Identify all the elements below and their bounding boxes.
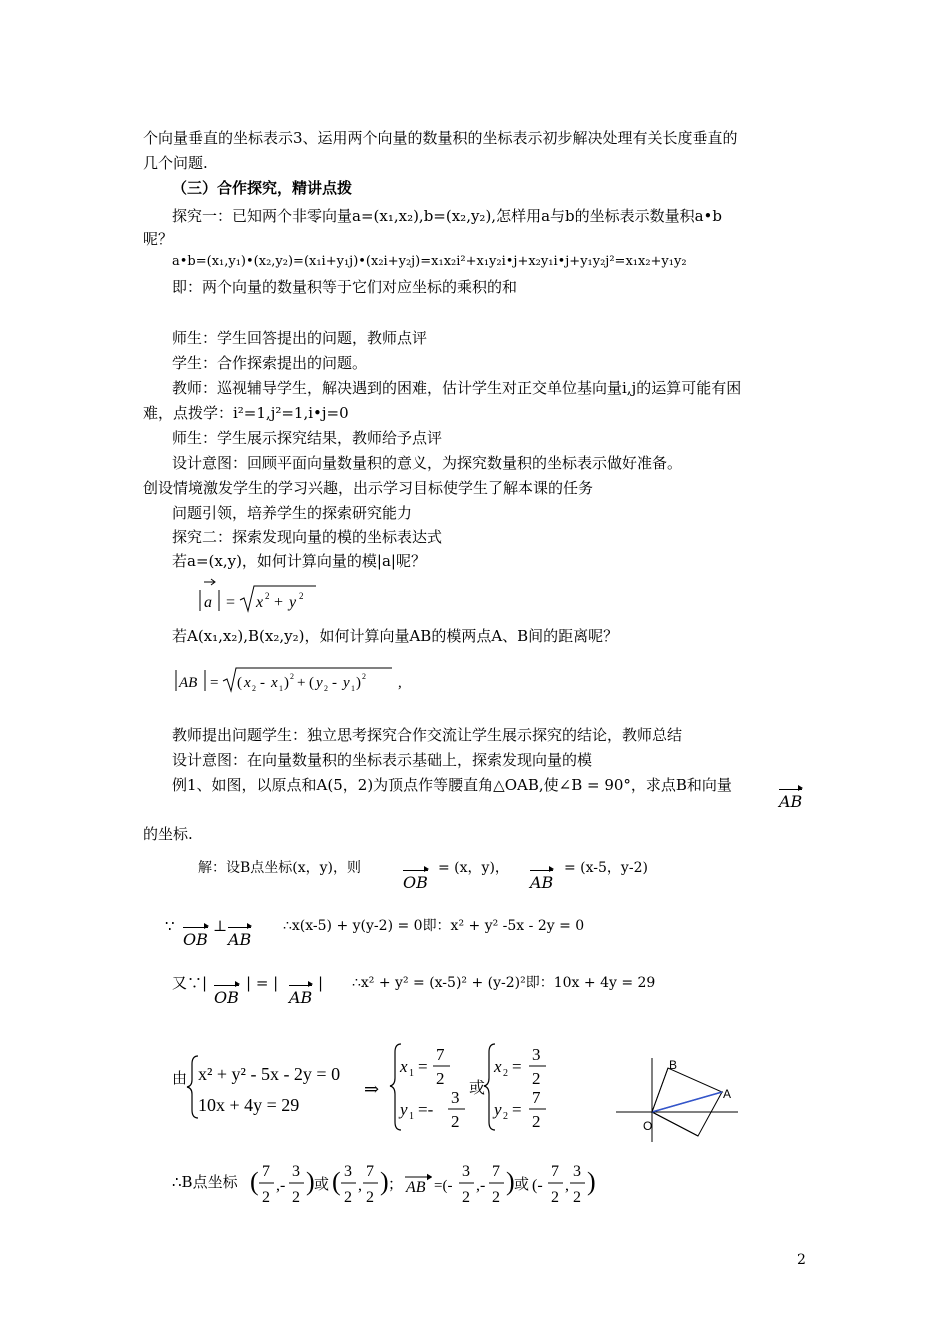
svg-text:(: ( (332, 1167, 341, 1196)
svg-text:): ) (506, 1167, 515, 1196)
svg-text:+: + (274, 594, 284, 611)
svg-text:(: ( (237, 675, 242, 691)
svg-text:2: 2 (551, 1189, 559, 1206)
svg-text:⇒: ⇒ (364, 1079, 380, 1099)
svg-text:1: 1 (279, 684, 283, 693)
vector-ob: OB (403, 873, 428, 892)
oa-segment (652, 1092, 722, 1112)
vector-ab: AB (779, 792, 803, 811)
svg-text:2: 2 (252, 684, 256, 693)
label-o: O (643, 1119, 653, 1133)
svg-text:2: 2 (324, 684, 328, 693)
svg-text:x: x (271, 675, 278, 691)
text-line: 若a=(x,y)，如何计算向量的模|a|呢？ (172, 552, 426, 570)
formula-line: a•b=(x₁,y₁)•(x₂,y₂)=(x₁i+y₁j)•(x₂i+y₂j)=x₁x₂i²+x₁y₂i•j+x₂y₁i•j+y₁y₂j²=x₁x₂+y₁y₂ (172, 254, 687, 269)
svg-text:-: - (260, 675, 265, 691)
vector-ab: AB (530, 873, 554, 892)
svg-text:+: + (297, 675, 306, 691)
text-line: 学生：合作探索提出的问题。 (172, 354, 368, 372)
svg-text:(: ( (250, 1167, 259, 1196)
text-line: 难，点拨学：i²=1,j²=1,i•j=0 (143, 404, 349, 422)
svg-text:2: 2 (532, 1069, 541, 1088)
solution-line: 解：设B点坐标(x，y)，则 (198, 860, 362, 876)
svg-text:=-: =- (418, 1100, 434, 1119)
svg-text:AB: AB (406, 1179, 426, 1196)
svg-text:2: 2 (362, 672, 366, 681)
svg-text:3: 3 (451, 1088, 460, 1107)
svg-text:2: 2 (344, 1189, 352, 1206)
svg-text:7: 7 (262, 1163, 270, 1180)
label-a: A (723, 1087, 732, 1101)
svg-text:x: x (244, 675, 251, 691)
svg-text:2: 2 (299, 591, 304, 601)
text-line: 问题引领，培养学生的探索研究能力 (172, 504, 413, 522)
svg-text:2: 2 (532, 1112, 541, 1131)
solution-line: ∴x² + y² = (x-5)² + (y-2)²即：10x + 4y = 29 (352, 975, 656, 991)
text-line: 个向量垂直的坐标表示3、运用两个向量的数量积的坐标表示初步解决处理有关长度垂直的 (143, 129, 738, 147)
svg-text:y: y (289, 594, 297, 611)
svg-text:3: 3 (344, 1163, 352, 1180)
svg-text:2: 2 (451, 1112, 460, 1131)
svg-text:=: = (418, 1057, 428, 1076)
equation-1: x² + y² - 5x - 2y = 0 (198, 1064, 341, 1084)
svg-text:=: = (226, 594, 236, 611)
svg-text:3: 3 (573, 1163, 581, 1180)
by-label: 由 (172, 1069, 188, 1087)
svg-text:2: 2 (292, 1189, 300, 1206)
svg-text:y: y (400, 1100, 408, 1119)
svg-text:): ) (587, 1167, 596, 1196)
solution-line: ∴x(x-5) + y(y-2) = 0即：x² + y² -5x - 2y = 0 (283, 918, 585, 934)
svg-text:-: - (332, 675, 337, 691)
section-heading: （三）合作探究，精讲点拨 (172, 179, 353, 197)
perp-symbol: ⊥ (213, 917, 228, 935)
svg-text:；: ； (388, 1177, 404, 1193)
svg-text:7: 7 (436, 1045, 445, 1064)
svg-text:或: 或 (314, 1177, 330, 1193)
svg-text:y: y (494, 1100, 502, 1119)
svg-text:x: x (400, 1057, 408, 1076)
svg-text:AB: AB (179, 675, 198, 691)
example-line: 例1、如图，以原点和A(5，2)为顶点作等腰直角△OAB,使∠B = 90°，求点B和向量 (172, 776, 732, 794)
svg-text:a: a (204, 594, 212, 611)
svg-text:3: 3 (292, 1163, 300, 1180)
text-line: 呢？ (143, 230, 174, 248)
svg-text:,-: ,- (276, 1177, 286, 1194)
final-answer (248, 1156, 628, 1212)
modulus-ab-formula (172, 664, 422, 696)
text-line: 师生：学生回答提出的问题，教师点评 (172, 329, 428, 347)
vector-ob: OB (214, 988, 239, 1007)
svg-text:2: 2 (503, 1111, 508, 1122)
solution-text: | (318, 974, 324, 992)
svg-text:或: 或 (514, 1177, 530, 1193)
solution-text: = (x，y)， (438, 860, 509, 876)
svg-text:,: , (358, 1177, 362, 1194)
text-line: 即：两个向量的数量积等于它们对应坐标的乘积的和 (172, 278, 518, 296)
svg-text:2: 2 (265, 591, 270, 601)
svg-text:3: 3 (532, 1045, 541, 1064)
svg-text:1: 1 (409, 1111, 414, 1122)
svg-text:): ) (284, 675, 289, 691)
text-line: 的坐标. (143, 825, 193, 843)
text-line: 教师：巡视辅导学生，解决遇到的困难，估计学生对正交单位基向量i,j的运算可能有困 (172, 379, 742, 397)
svg-text:=: = (210, 675, 219, 691)
text-line: 探究一：已知两个非零向量a=(x₁,x₂),b=(x₂,y₂),怎样用a与b的坐标表示数量积a•b (172, 207, 723, 225)
text-line: 探究二：探索发现向量的模的坐标表达式 (172, 528, 443, 546)
vector-ab: AB (289, 988, 313, 1007)
svg-text:2: 2 (366, 1189, 374, 1206)
equation-system (188, 1038, 658, 1138)
svg-text:(: ( (309, 675, 314, 691)
modulus-a-formula (196, 578, 336, 618)
svg-text:=(-: =(- (434, 1178, 453, 1194)
equation-2: 10x + 4y = 29 (198, 1095, 300, 1115)
svg-text:): ) (380, 1167, 389, 1196)
or-label: 或 (469, 1080, 486, 1097)
svg-text:=: = (512, 1057, 522, 1076)
solution-text: 又∵| (172, 974, 208, 992)
therefore-label: ∴B点坐标 (172, 1173, 238, 1191)
vector-ob: OB (183, 930, 208, 949)
svg-text:y: y (343, 675, 350, 691)
svg-text:3: 3 (462, 1163, 470, 1180)
svg-text:1: 1 (351, 684, 355, 693)
label-b: B (669, 1058, 678, 1072)
svg-text:,: , (398, 675, 402, 691)
svg-text:2: 2 (436, 1069, 445, 1088)
svg-text:): ) (356, 675, 361, 691)
solution-text: | = | (246, 974, 279, 992)
svg-text:2: 2 (290, 672, 294, 681)
svg-text:2: 2 (503, 1068, 508, 1079)
text-line: 创设情境激发学生的学习兴趣，出示学习目标使学生了解本课的任务 (143, 479, 594, 497)
text-line: 设计意图：在向量数量积的坐标表示基础上，探索发现向量的模 (172, 751, 593, 769)
svg-text:x: x (256, 594, 264, 611)
svg-text:=: = (512, 1100, 522, 1119)
because-symbol: ∵ (165, 917, 175, 935)
svg-text:1: 1 (409, 1068, 414, 1079)
svg-text:y: y (316, 675, 323, 691)
svg-text:2: 2 (573, 1189, 581, 1206)
text-line: 设计意图：回顾平面向量数量积的意义，为探究数量积的坐标表示做好准备。 (172, 454, 683, 472)
page-number: 2 (797, 1252, 806, 1268)
text-line: 教师提出问题学生：独立思考探究合作交流让学生展示探究的结论，教师总结 (172, 726, 683, 744)
svg-text:2: 2 (262, 1189, 270, 1206)
svg-text:(-: (- (532, 1177, 543, 1194)
svg-text:2: 2 (492, 1189, 500, 1206)
triangle-figure (612, 1050, 742, 1150)
svg-text:x: x (494, 1057, 502, 1076)
svg-text:7: 7 (532, 1088, 541, 1107)
vector-ab: AB (228, 930, 252, 949)
svg-text:): ) (306, 1167, 315, 1196)
svg-text:,-: ,- (476, 1177, 486, 1194)
svg-text:,: , (565, 1177, 569, 1194)
svg-text:7: 7 (551, 1163, 559, 1180)
text-line: 几个问题. (143, 154, 208, 172)
solution-text: = (x-5，y-2) (564, 860, 648, 876)
svg-text:7: 7 (492, 1163, 500, 1180)
text-line: 师生：学生展示探究结果，教师给予点评 (172, 429, 443, 447)
svg-text:2: 2 (462, 1189, 470, 1206)
text-line: 若A(x₁,x₂),B(x₂,y₂)，如何计算向量AB的模两点A、B间的距离呢？ (172, 627, 619, 645)
svg-text:7: 7 (366, 1163, 374, 1180)
